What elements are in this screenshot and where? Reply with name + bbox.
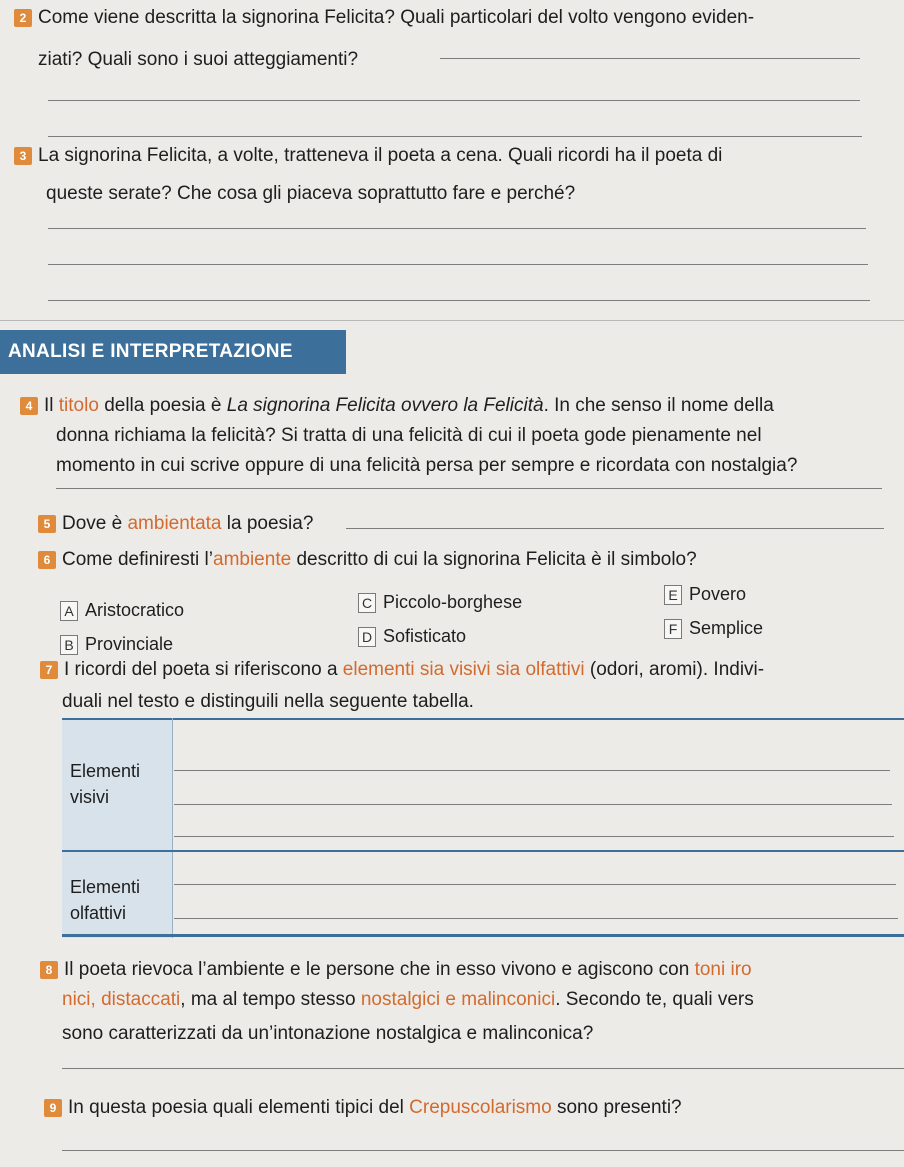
- answer-line[interactable]: [174, 884, 896, 885]
- answer-line[interactable]: [346, 528, 884, 529]
- option-b[interactable]: B Provinciale: [60, 632, 173, 656]
- question-8-line-1: 8 Il poeta rievoca l’ambiente e le persone che in esso vivono e agiscono con toni iro: [40, 954, 752, 986]
- answer-line[interactable]: [48, 300, 870, 301]
- question-6-number: 6: [38, 551, 56, 569]
- question-8-line-2: nici, distaccati, ma al tempo stesso nostalgici e malinconici. Secondo te, quali vers: [62, 989, 754, 1010]
- question-4-line-2: donna richiama la felicità? Si tratta di una felicità di cui il poeta gode pienamente nel: [56, 425, 762, 446]
- question-2-line-2: ziati? Quali sono i suoi atteggiamenti?: [38, 49, 359, 70]
- question-5-number: 5: [38, 515, 56, 533]
- table-column-divider: [172, 718, 173, 938]
- question-9: 9 In questa poesia quali elementi tipici del Crepuscolarismo sono presenti?: [44, 1092, 682, 1124]
- table-top-border: [62, 718, 904, 720]
- table-label-visual-2: visivi: [70, 787, 109, 807]
- question-4-line-3: momento in cui scrive oppure di una felicità persa per sempre e ricordata con nostalgia?: [56, 455, 798, 476]
- table-bottom-border: [62, 934, 904, 937]
- answer-line[interactable]: [62, 1068, 904, 1069]
- question-2-number: 2: [14, 9, 32, 27]
- option-d[interactable]: D Sofisticato: [358, 624, 466, 648]
- answer-line[interactable]: [174, 770, 890, 771]
- question-3-line-1: 3 La signorina Felicita, a volte, tratteneva il poeta a cena. Quali ricordi ha il poeta di: [14, 140, 722, 172]
- option-a[interactable]: A Aristocratico: [60, 598, 184, 622]
- answer-line[interactable]: [48, 100, 860, 101]
- elements-table: [62, 718, 904, 938]
- question-7-number: 7: [40, 661, 58, 679]
- question-8-number: 8: [40, 961, 58, 979]
- option-c[interactable]: C Piccolo-borghese: [358, 590, 522, 614]
- answer-line[interactable]: [48, 264, 868, 265]
- question-6: 6 Come definiresti l’ambiente descritto di cui la signorina Felicita è il simbolo?: [38, 544, 697, 576]
- question-4-line-1: 4 Il titolo della poesia è La signorina Felicita ovvero la Felicità. In che senso il nome della: [20, 390, 774, 422]
- option-f[interactable]: F Semplice: [664, 616, 763, 640]
- question-3-line-2: queste serate? Che cosa gli piaceva soprattutto fare e perché?: [46, 183, 576, 204]
- answer-line[interactable]: [48, 228, 866, 229]
- question-2-line-1: 2 Come viene descritta la signorina Felicita? Quali particolari del volto vengono eviden-: [14, 2, 754, 34]
- section-title: ANALISI E INTERPRETAZIONE: [0, 330, 346, 374]
- table-label-olfactory-1: Elementi: [70, 877, 141, 897]
- question-3-number: 3: [14, 147, 32, 165]
- divider: [0, 320, 904, 321]
- table-label-olfactory-2: olfattivi: [70, 903, 127, 923]
- answer-line[interactable]: [62, 1150, 904, 1151]
- question-7-line-2: duali nel testo e distinguili nella seguente tabella.: [62, 691, 474, 712]
- answer-line[interactable]: [440, 58, 860, 59]
- question-8-line-3: sono caratterizzati da un’intonazione nostalgica e malinconica?: [62, 1023, 594, 1044]
- question-5: 5 Dove è ambientata la poesia?: [38, 508, 313, 540]
- answer-line[interactable]: [48, 136, 862, 137]
- question-9-number: 9: [44, 1099, 62, 1117]
- question-7-line-1: 7 I ricordi del poeta si riferiscono a elementi sia visivi sia olfattivi (odori, aromi). Indivi-: [40, 654, 764, 686]
- answer-line[interactable]: [56, 488, 882, 489]
- answer-line[interactable]: [174, 918, 898, 919]
- option-e[interactable]: E Povero: [664, 582, 746, 606]
- question-4-number: 4: [20, 397, 38, 415]
- table-label-visual-1: Elementi: [70, 761, 141, 781]
- table-row-border: [62, 850, 904, 852]
- answer-line[interactable]: [174, 836, 894, 837]
- answer-line[interactable]: [174, 804, 892, 805]
